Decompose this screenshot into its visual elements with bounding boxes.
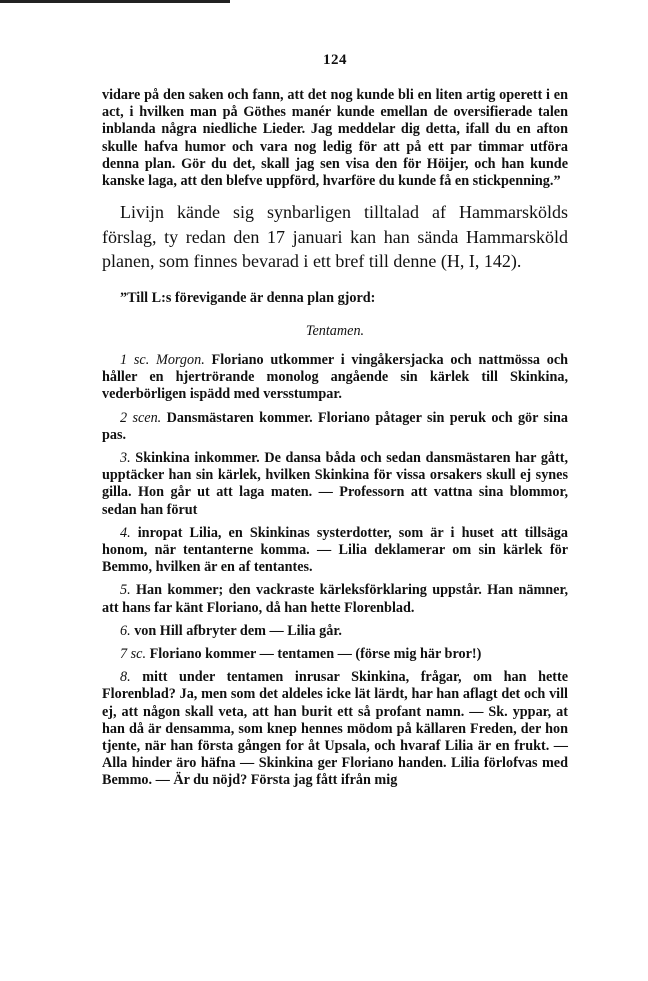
scene-item: [102, 669, 568, 789]
scene-item: [102, 646, 568, 663]
scene-number: 2: [120, 409, 128, 426]
scene-item: [102, 410, 568, 444]
book-page: [102, 52, 568, 790]
scene-item: [102, 450, 568, 519]
scene-tag: sc. Morgon.: [133, 351, 205, 368]
scene-text: Skinkina inkommer. De dansa båda och sedan dansmästaren har gått, upptäcker han sin kärlek, hvilken Skinkina för vissa orsakers skull ej synes gilla. Hon går ut att laga maten. — Professorn att vattna sina blommor, sedan han förut: [102, 449, 568, 518]
scene-number: 8.: [120, 669, 131, 686]
scene-item: [102, 525, 568, 577]
narrative-paragraph: Livijn kände sig synbarligen tilltalad af Hammarskölds förslag, ty redan den 17 januari kan han sända Hammarsköld planen, som finnes bevarad i ett bref till denne (H, I, 142).: [102, 202, 568, 272]
scene-item: [102, 582, 568, 616]
top-edge-rule: [0, 0, 230, 3]
scene-number: 7: [120, 645, 128, 662]
scene-text: Dansmästaren kommer. Floriano påtager sin peruk och gör sina pas.: [102, 409, 568, 443]
scene-list: [102, 352, 568, 790]
scene-item: [102, 623, 568, 640]
scene-tag: sc.: [130, 645, 147, 662]
scene-number: 1: [120, 351, 128, 368]
scene-text: Floriano kommer — tentamen — (förse mig här bror!): [146, 645, 482, 662]
scene-text: Floriano utkommer i vingåkersjacka och nattmössa och håller en hjertrörande monolog angående sin kärlek till Skinkina, vederbörligen ispädd med versstumpar.: [102, 351, 569, 403]
scene-number: 4.: [120, 524, 131, 541]
scene-text: von Hill afbryter dem — Lilia går.: [130, 622, 342, 639]
scene-text: mitt under tentamen inrusar Skinkina, frågar, om han hette Florenblad? Ja, men som det aldeles icke lät lärdt, har han aflagt det och vill ej, att någon skall veta, att han burit ett så profant namn. — Sk. yppar, at han då är densamma, som knep hennes mödom på källaren Freden, der hon tjente, när han första gången for åt Upsala, och hvaraf Lilia är en frukt. — Alla hinder äro häfna — Skinkina ger Floriano handen. Lilia förlofvas med Bemmo. — Är du nöjd? Första jag fått ifrån mig: [102, 669, 568, 789]
scene-number: 6.: [120, 622, 131, 639]
scene-item: [102, 352, 568, 404]
letter-quote-end: vidare på den saken och fann, att det nog kunde bli en liten artig operett i en act, i hvilken man på Göthes manér kunde emellan de oversifierade talen inblanda några niedliche Lieder. Jag meddelar dig detta, ifall du en afton skulle hafva humor och vara nog ledig för att på ett par timmar utföra denna plan. Gör du det, skall jag sen visa den för Höijer, och han kunde kanske laga, att den blefve uppförd, hvarföre du kunde få en stickpenning.”: [102, 87, 568, 190]
scene-tag: scen.: [132, 409, 162, 426]
scene-text: Han kommer; den vackraste kärleksförklaring uppstår. Han nämner, att hans far känt Floriano, då han hette Florenblad.: [102, 582, 568, 616]
page-number: 124: [323, 52, 347, 68]
plan-intro: ”Till L:s förevigande är denna plan gjord:: [120, 289, 376, 306]
scene-number: 3.: [120, 449, 131, 466]
plan-title: Tentamen.: [305, 322, 365, 339]
scene-text: inropat Lilia, en Skinkinas systerdotter, som är i huset att tillsäga honom, när tentanterne komma. — Lilia deklamerar om sin kärlek för Bemmo, hvilken är en af tentantes.: [102, 524, 568, 576]
scene-number: 5.: [120, 582, 131, 599]
